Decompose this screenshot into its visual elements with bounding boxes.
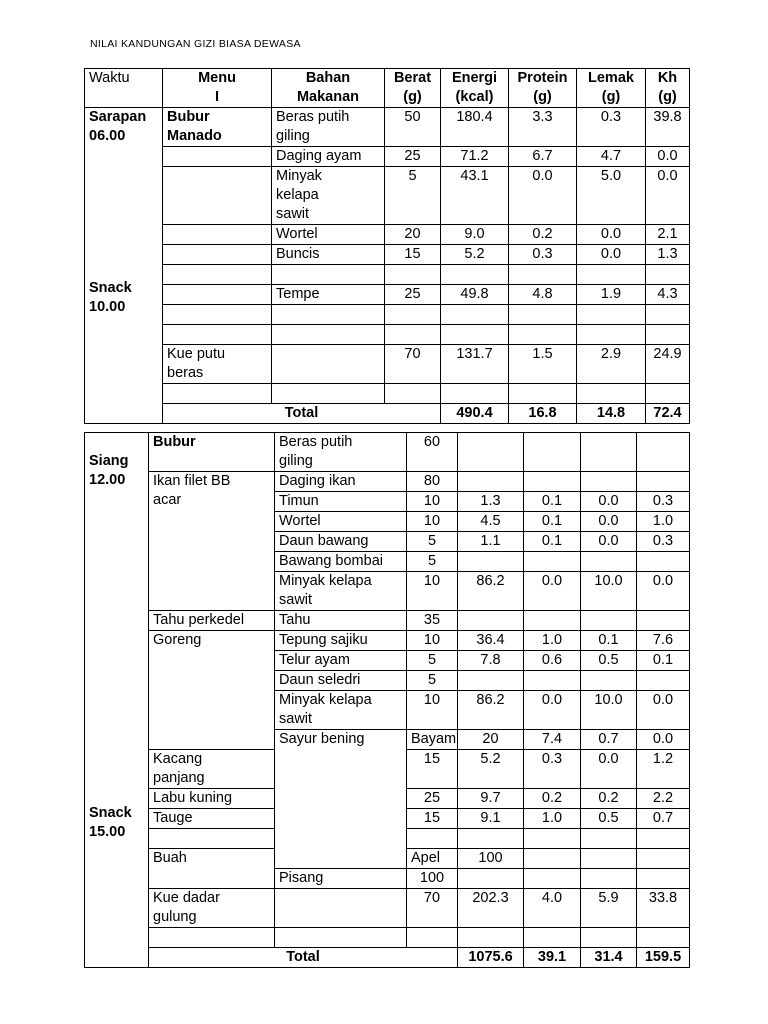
kh-cell: 0.7	[637, 809, 690, 829]
lemak-cell: 0.5	[581, 809, 637, 829]
protein-cell: 0.2	[509, 225, 577, 245]
lemak-cell: 0.0	[581, 532, 637, 552]
energi-cell: 1.3	[458, 492, 524, 512]
protein-cell: 0.1	[524, 492, 581, 512]
protein-cell: 0.6	[524, 651, 581, 671]
table-row	[85, 631, 690, 651]
bahan-cell: Daun seledri	[275, 671, 407, 691]
bahan-cell: Tempe	[272, 285, 385, 305]
lemak-cell: 0.0	[581, 512, 637, 532]
nutrition-table-lunch	[84, 432, 690, 968]
lemak-cell: 0.1	[581, 631, 637, 651]
protein-cell: 0.7	[581, 730, 637, 750]
bahan-cell: Daun bawang	[275, 532, 407, 552]
menu-cell: Tahu perkedel	[149, 611, 275, 631]
lemak-cell: 5.9	[581, 889, 637, 928]
table-row	[85, 108, 690, 147]
menu-cell	[163, 225, 272, 245]
energi-cell: 4.5	[458, 512, 524, 532]
kh-cell: 4.3	[646, 285, 690, 305]
total-kh: 72.4	[646, 404, 690, 424]
document-title: NILAI KANDUNGAN GIZI BIASA DEWASA	[90, 38, 301, 50]
energi-cell: 1.1	[458, 532, 524, 552]
kh-cell: 1.3	[646, 245, 690, 265]
total-lemak: 31.4	[581, 948, 637, 968]
berat-cell: 70	[385, 345, 441, 384]
lemak-cell: 10.0	[581, 691, 637, 730]
menu-cell: Kue putu beras	[163, 345, 272, 384]
protein-cell: 0.3	[509, 245, 577, 265]
bahan-cell: Tauge	[149, 809, 275, 829]
bahan-cell: Tepung sajiku	[275, 631, 407, 651]
header-berat: Berat (g)	[385, 69, 441, 108]
energi-cell: 131.7	[441, 345, 509, 384]
menu-cell: Goreng	[149, 631, 275, 750]
lemak-cell: 10.0	[581, 572, 637, 611]
kh-cell: 0.1	[637, 651, 690, 671]
lemak-cell: 0.0	[581, 492, 637, 512]
table-row	[85, 345, 690, 384]
lemak-cell: 0.3	[577, 108, 646, 147]
menu-cell	[163, 167, 272, 225]
berat-cell: 60	[407, 433, 458, 472]
bahan-cell: Daging ikan	[275, 472, 407, 492]
bahan-cell: Beras putih giling	[275, 433, 407, 472]
protein-cell: 0.2	[524, 789, 581, 809]
energi-cell: 9.1	[458, 809, 524, 829]
kh-cell: 0.0	[637, 691, 690, 730]
total-row	[85, 404, 690, 424]
berat-cell: 25	[385, 285, 441, 305]
kh-cell: 2.1	[646, 225, 690, 245]
berat-cell: 70	[407, 889, 458, 928]
energi-cell: 7.4	[524, 730, 581, 750]
energi-cell: 9.0	[441, 225, 509, 245]
energi-cell: 202.3	[458, 889, 524, 928]
menu-cell: Kue dadar gulung	[149, 889, 275, 928]
berat-cell: 5	[407, 532, 458, 552]
bahan-cell: Minyak kelapa sawit	[275, 691, 407, 730]
energi-cell: 49.8	[441, 285, 509, 305]
table-header-row	[85, 69, 690, 108]
menu-cell: Buah	[149, 849, 275, 889]
bahan-cell: Apel	[407, 849, 458, 869]
table-row	[85, 225, 690, 245]
table-row	[85, 167, 690, 225]
total-lemak: 14.8	[577, 404, 646, 424]
bahan-cell: Wortel	[272, 225, 385, 245]
energi-cell: 5.2	[458, 750, 524, 789]
table-row	[85, 472, 690, 492]
header-protein: Protein (g)	[509, 69, 577, 108]
berat-cell: 10	[407, 492, 458, 512]
lemak-cell: 1.9	[577, 285, 646, 305]
berat-cell: 5	[407, 552, 458, 572]
table-row	[85, 265, 690, 285]
berat-cell: 50	[385, 108, 441, 147]
berat-cell: 10	[407, 572, 458, 611]
kh-cell: 1.2	[637, 750, 690, 789]
time-cell: Sarapan 06.00 Snack 10.00	[85, 108, 163, 424]
menu-cell	[163, 285, 272, 305]
protein-cell: 0.0	[524, 691, 581, 730]
bahan-cell	[275, 889, 407, 928]
lemak-cell: 0.0	[577, 245, 646, 265]
kh-cell: 24.9	[646, 345, 690, 384]
kh-cell: 0.0	[646, 167, 690, 225]
total-protein: 16.8	[509, 404, 577, 424]
berat-cell: 5	[407, 651, 458, 671]
bahan-cell: Telur ayam	[275, 651, 407, 671]
table-row	[85, 285, 690, 305]
bahan-cell: Daging ayam	[272, 147, 385, 167]
table-row	[85, 928, 690, 948]
berat-cell: 15	[385, 245, 441, 265]
menu-cell: Sayur bening	[275, 730, 407, 869]
table-row	[85, 433, 690, 472]
header-lemak: Lemak (g)	[577, 69, 646, 108]
protein-cell: 0.1	[524, 532, 581, 552]
berat-cell: 100	[407, 869, 458, 889]
protein-cell: 1.0	[524, 631, 581, 651]
menu-cell	[163, 245, 272, 265]
protein-cell: 6.7	[509, 147, 577, 167]
protein-cell: 0.0	[509, 167, 577, 225]
kh-cell: 0.0	[646, 147, 690, 167]
total-protein: 39.1	[524, 948, 581, 968]
berat-cell: 25	[407, 789, 458, 809]
lemak-cell: 0.2	[581, 789, 637, 809]
lemak-cell: 4.7	[577, 147, 646, 167]
berat-cell: 100	[458, 849, 524, 869]
kh-cell: 0.3	[637, 492, 690, 512]
lemak-cell: 2.9	[577, 345, 646, 384]
bahan-cell: Minyak kelapa sawit	[272, 167, 385, 225]
menu-cell: Ikan filet BB acar	[149, 472, 275, 611]
kh-cell: 0.3	[637, 532, 690, 552]
menu-cell: Bubur	[149, 433, 275, 472]
kh-cell: 2.2	[637, 789, 690, 809]
bahan-cell: Bayam	[407, 730, 458, 750]
protein-cell: 1.0	[524, 809, 581, 829]
header-energi: Energi (kcal)	[441, 69, 509, 108]
total-energi: 490.4	[441, 404, 509, 424]
table-row	[85, 325, 690, 345]
protein-cell: 4.8	[509, 285, 577, 305]
table-row	[85, 611, 690, 631]
protein-cell: 3.3	[509, 108, 577, 147]
lemak-cell: 5.0	[577, 167, 646, 225]
berat-cell: 10	[407, 512, 458, 532]
berat-cell: 10	[407, 691, 458, 730]
nutrition-table-breakfast	[84, 68, 690, 424]
berat-cell: 20	[385, 225, 441, 245]
protein-cell: 4.0	[524, 889, 581, 928]
berat-cell: 5	[385, 167, 441, 225]
kh-cell: 0.0	[637, 572, 690, 611]
menu-cell	[163, 147, 272, 167]
total-energi: 1075.6	[458, 948, 524, 968]
header-bahan: Bahan Makanan	[272, 69, 385, 108]
berat-cell: 35	[407, 611, 458, 631]
bahan-cell: Wortel	[275, 512, 407, 532]
header-menu: Menu I	[163, 69, 272, 108]
header-waktu: Waktu	[85, 69, 163, 108]
energi-cell: 180.4	[441, 108, 509, 147]
berat-cell: 10	[407, 631, 458, 651]
kh-cell: 33.8	[637, 889, 690, 928]
bahan-cell: Pisang	[275, 869, 407, 889]
total-row	[85, 948, 690, 968]
bahan-cell: Timun	[275, 492, 407, 512]
energi-cell: 71.2	[441, 147, 509, 167]
berat-cell: 5	[407, 671, 458, 691]
lemak-cell: 0.5	[581, 651, 637, 671]
berat-cell: 80	[407, 472, 458, 492]
energi-cell: 36.4	[458, 631, 524, 651]
protein-cell: 1.5	[509, 345, 577, 384]
table-row	[85, 245, 690, 265]
table-row	[85, 889, 690, 928]
protein-cell: 0.1	[524, 512, 581, 532]
protein-cell: 0.0	[524, 572, 581, 611]
energi-cell: 5.2	[441, 245, 509, 265]
table-row	[85, 147, 690, 167]
lemak-cell: 0.0	[637, 730, 690, 750]
kh-cell: 1.0	[637, 512, 690, 532]
table-row	[85, 384, 690, 404]
bahan-cell	[272, 345, 385, 384]
berat-cell: 15	[407, 750, 458, 789]
lemak-cell: 0.0	[581, 750, 637, 789]
protein-cell: 0.3	[524, 750, 581, 789]
time-cell: Siang 12.00 Snack 15.00	[85, 433, 149, 968]
kh-cell: 39.8	[646, 108, 690, 147]
total-label: Total	[163, 404, 441, 424]
bahan-cell: Labu kuning	[149, 789, 275, 809]
table-row	[85, 305, 690, 325]
bahan-cell: Kacang panjang	[149, 750, 275, 789]
berat-cell: 20	[458, 730, 524, 750]
lemak-cell: 0.0	[577, 225, 646, 245]
bahan-cell: Minyak kelapa sawit	[275, 572, 407, 611]
energi-cell: 43.1	[441, 167, 509, 225]
header-kh: Kh (g)	[646, 69, 690, 108]
energi-cell: 9.7	[458, 789, 524, 809]
bahan-cell: Buncis	[272, 245, 385, 265]
menu-cell: Bubur Manado	[163, 108, 272, 147]
total-kh: 159.5	[637, 948, 690, 968]
berat-cell: 15	[407, 809, 458, 829]
bahan-cell: Bawang bombai	[275, 552, 407, 572]
bahan-cell: Tahu	[275, 611, 407, 631]
energi-cell: 86.2	[458, 691, 524, 730]
total-label: Total	[149, 948, 458, 968]
bahan-cell: Beras putih giling	[272, 108, 385, 147]
energi-cell: 7.8	[458, 651, 524, 671]
kh-cell: 7.6	[637, 631, 690, 651]
energi-cell: 86.2	[458, 572, 524, 611]
berat-cell: 25	[385, 147, 441, 167]
